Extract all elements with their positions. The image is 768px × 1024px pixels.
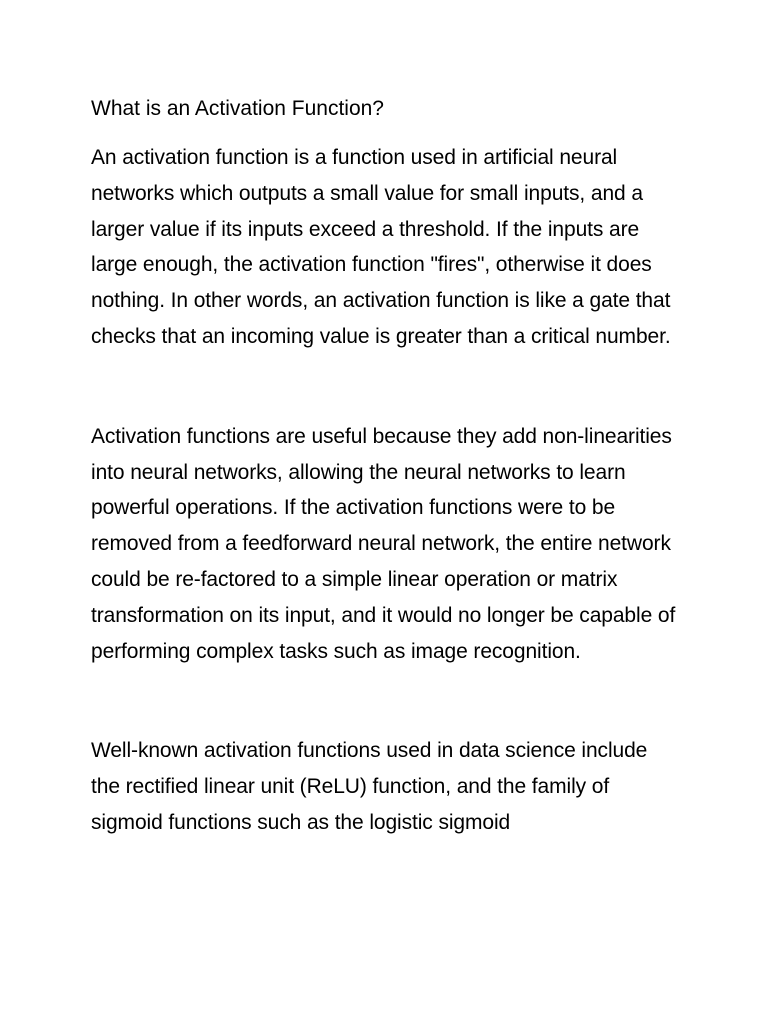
page-title: What is an Activation Function? — [91, 97, 384, 120]
paragraph-examples: Well-known activation functions used in data science include the rectified linear unit (ReLU) function, and the family of sigmoid functions such as the logistic sigmoid — [91, 739, 648, 834]
document-body — [91, 92, 681, 841]
paragraph-usefulness: Activation functions are useful because they add non-linearities into neural networks, allowing the neural networks to learn powerful operations. If the activation functions were to be removed from a feedforward neural network, the entire network could be re-factored to a simple linear operation or matrix transformation on its input, and it would no longer be capable of performing complex tasks such as image recognition. — [91, 424, 676, 663]
paragraph-definition: An activation function is a function used in artificial neural networks which outputs a small value for small inputs, and a larger value if its inputs exceed a threshold. If the inputs are large enough, the activation function "fires", otherwise it does nothing. In other words, an activation function is like a gate that checks that an incoming value is greater than a critical number. — [91, 146, 671, 348]
